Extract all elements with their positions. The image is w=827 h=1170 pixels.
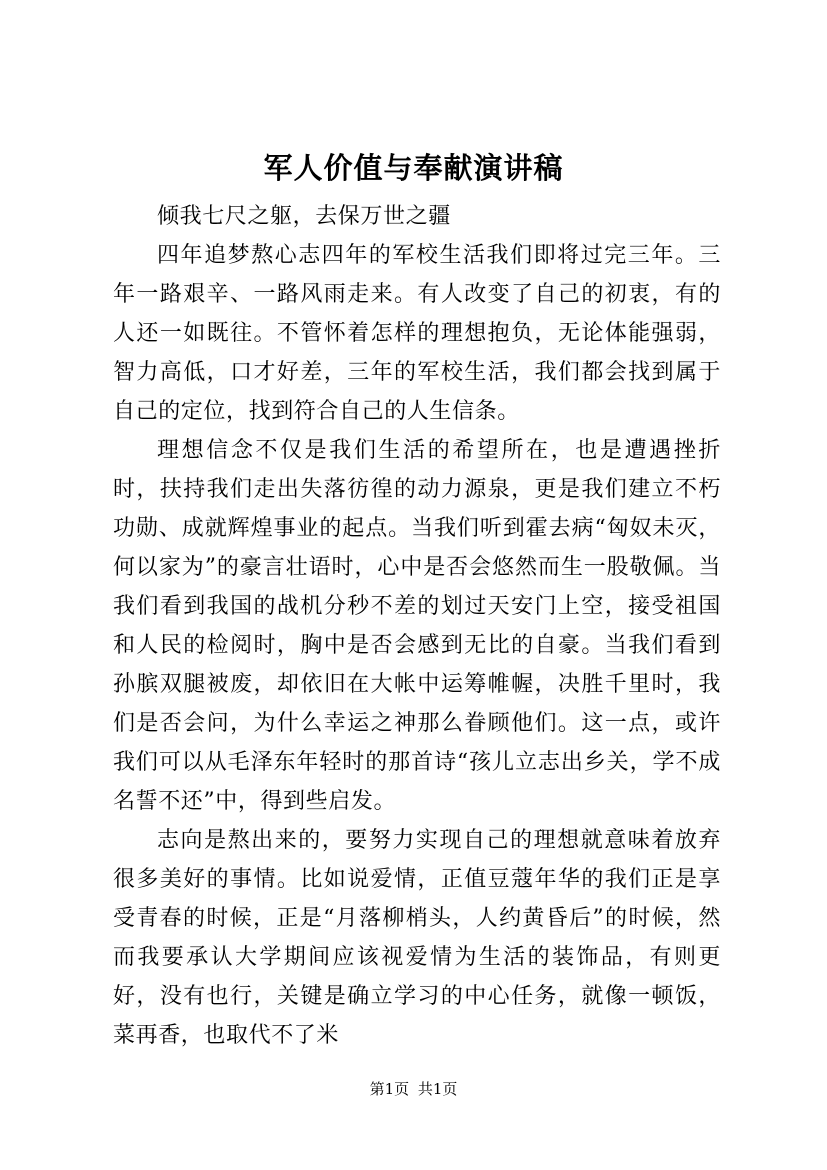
document-title: 军人价值与奉献演讲稿: [263, 151, 564, 185]
document-body: [113, 197, 721, 1055]
paragraph: 四年追梦熬心志四年的军校生活我们即将过完三年。三年一路艰辛、一路风雨走来。有人改变了自己的初衷，有的人还一如既往。不管怀着怎样的理想抱负，无论体能强弱，智力高低，口才好差，三年的军校生活，我们都会找到属于自己的定位，找到符合自己的人生信条。: [113, 243, 721, 424]
paragraph: 志向是熬出来的，要努力实现自己的理想就意味着放弃很多美好的事情。比如说爱情，正值豆蔻年华的我们正是享受青春的时候，正是“月落柳梢头，人约黄昏后”的时候，然而我要承认大学期间应该视爱情为生活的装饰品，有则更好，没有也行，关键是确立学习的中心任务，就像一顿饭，菜再香，也取代不了米: [113, 828, 721, 1048]
paragraph: 理想信念不仅是我们生活的希望所在，也是遭遇挫折时，扶持我们走出失落彷徨的动力源泉，更是我们建立不朽功勋、成就辉煌事业的起点。当我们听到霍去病“匈奴未灭，何以家为”的豪言壮语时，心中是否会悠然而生一股敬佩。当我们看到我国的战机分秒不差的划过天安门上空，接受祖国和人民的检阅时，胸中是否会感到无比的自豪。当我们看到孙膑双腿被废，却依旧在大帐中运筹帷幄，决胜千里时，我们是否会问，为什么幸运之神那么眷顾他们。这一点，或许我们可以从毛泽东年轻时的那首诗“孩儿立志出乡关，学不成名誓不还”中，得到些启发。: [113, 438, 721, 814]
page-total: 共1页: [417, 1080, 458, 1098]
paragraph-subtitle: 倾我七尺之躯，去保万世之疆: [157, 204, 451, 229]
page-footer: [0, 1079, 827, 1099]
page-number: 第1页: [369, 1080, 410, 1098]
